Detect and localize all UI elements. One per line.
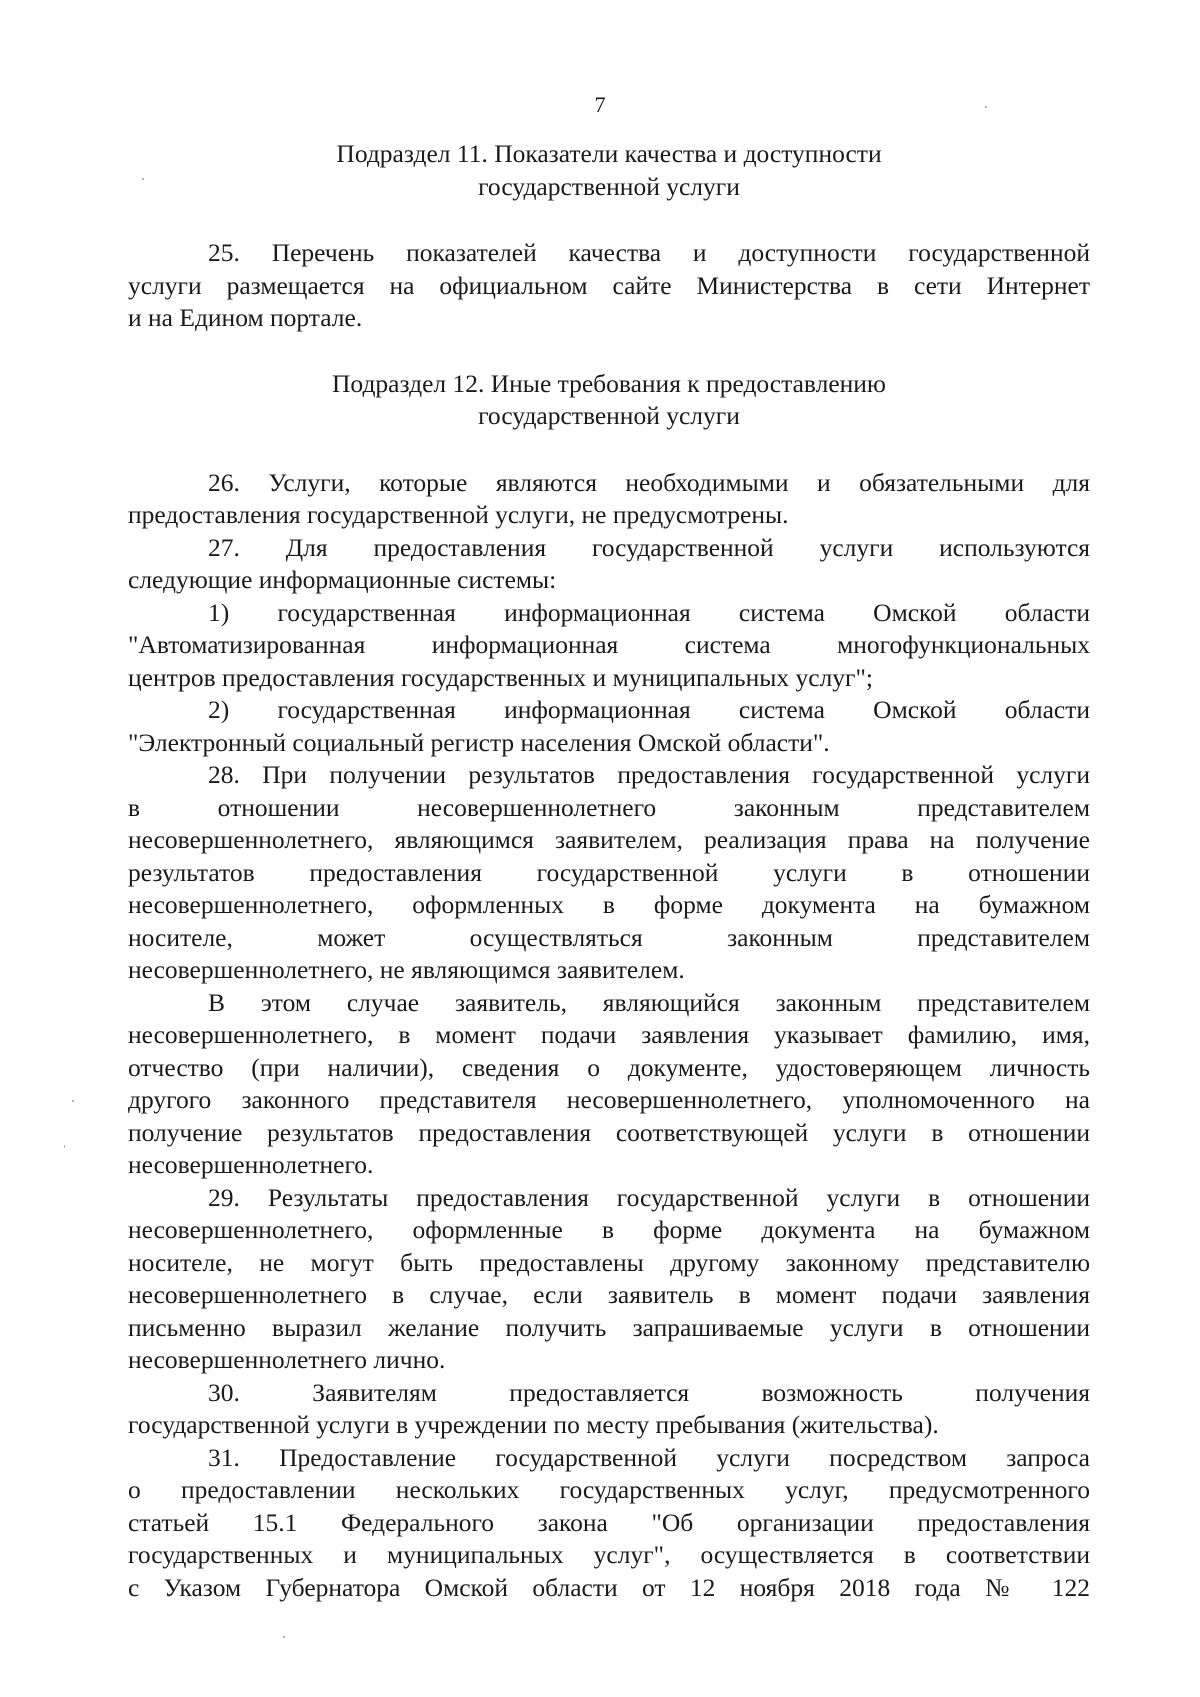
scan-speck: [142, 178, 144, 180]
paragraph-28-continuation-line-1: В этом случае заявитель, являющийся законным представителем: [208, 987, 1090, 1017]
paragraph-27-item-1: [128, 597, 1090, 695]
paragraph-27-item-1-line-3: центров предоставления государственных и муниципальных услуг";: [128, 662, 873, 692]
paragraph-31: [128, 1442, 1090, 1605]
paragraph-28-line-1: 28. При получении результатов предоставления государственной услуги: [208, 760, 1090, 789]
document-body: [128, 138, 1090, 1604]
paragraph-30: [128, 1377, 1090, 1442]
paragraph-28-continuation-line-5: получение результатов предоставления соответствующей услуги в отношении: [128, 1117, 1090, 1147]
paragraph-31-line-3: статьей 15.1 Федерального закона "Об организации предоставления: [128, 1507, 1090, 1537]
scan-speck: [985, 106, 987, 108]
paragraph-29-line-1: 29. Результаты предоставления государственной услуги в отношении: [208, 1182, 1090, 1212]
scan-speck: [283, 1636, 285, 1638]
subsection-12-heading-line-1: Подраздел 12. Иные требования к предоставлению: [332, 368, 886, 398]
paragraph-28-continuation-line-4: другого законного представителя несовершеннолетнего, уполномоченного на: [128, 1085, 1090, 1114]
paragraph-31-line-2: о предоставлении нескольких государственных услуг, предусмотренного: [128, 1475, 1090, 1504]
scan-speck: [72, 1100, 74, 1102]
paragraph-27-line-2: следующие информационные системы:: [128, 565, 557, 594]
subsection-11-heading-line-2: государственной услуги: [478, 171, 740, 201]
paragraph-28-line-2: в отношении несовершеннолетнего законным представителем: [128, 792, 1090, 822]
subsection-12-heading-line-2: государственной услуги: [478, 401, 740, 430]
paragraph-28-line-6: носителе, может осуществляться законным представителем: [128, 922, 1090, 952]
paragraph-25-line-2: услуги размещается на официальном сайте Министерства в сети Интернет: [128, 270, 1090, 300]
subsection-11-heading: [128, 138, 1090, 203]
paragraph-27-item-2-line-2: "Электронный социальный регистр населения Омской области".: [128, 727, 830, 757]
paragraph-26-line-1: 26. Услуги, которые являются необходимыми и обязательными для: [208, 467, 1090, 497]
paragraph-28: [128, 759, 1090, 987]
subsection-12-heading: [128, 368, 1090, 433]
paragraph-31-line-1: 31. Предоставление государственной услуги посредством запроса: [208, 1442, 1090, 1472]
paragraph-28-line-7: несовершеннолетнего, не являющимся заявителем.: [128, 955, 685, 984]
paragraph-30-line-1: 30. Заявителям предоставляется возможность получения: [208, 1377, 1090, 1407]
paragraph-28-continuation-line-6: несовершеннолетнего.: [128, 1150, 374, 1179]
paragraph-27: [128, 532, 1090, 597]
paragraph-28-continuation-line-2: несовершеннолетнего, в момент подачи заявления указывает фамилию, имя,: [128, 1020, 1090, 1049]
paragraph-29-line-2: несовершеннолетнего, оформленные в форме документа на бумажном: [128, 1215, 1090, 1244]
paragraph-29-line-6: несовершеннолетнего лично.: [128, 1345, 446, 1374]
paragraph-30-line-2: государственной услуги в учреждении по месту пребывания (жительства).: [128, 1410, 939, 1439]
paragraph-27-item-2-line-1: 2) государственная информационная система Омской области: [208, 695, 1090, 724]
paragraph-29-line-4: несовершеннолетнего в случае, если заявитель в момент подачи заявления: [128, 1280, 1090, 1309]
subsection-11-heading-line-1: Подраздел 11. Показатели качества и доступности: [336, 139, 882, 168]
paragraph-28-line-4: результатов предоставления государственной услуги в отношении: [128, 857, 1090, 887]
paragraph-29: [128, 1182, 1090, 1377]
paragraph-29-line-3: носителе, не могут быть предоставлены другому законному представителю: [128, 1247, 1090, 1277]
page-number: 7: [594, 92, 606, 117]
paragraph-31-line-5: с Указом Губернатора Омской области от 12 ноября 2018 года № 122: [128, 1572, 1090, 1602]
paragraph-28-line-5: несовершеннолетнего, оформленных в форме документа на бумажном: [128, 890, 1090, 919]
paragraph-28-continuation-line-3: отчество (при наличии), сведения о документе, удостоверяющем личность: [128, 1052, 1090, 1082]
paragraph-25-line-3: и на Едином портале.: [128, 303, 363, 332]
scan-speck: [64, 1145, 65, 1148]
paragraph-29-line-5: письменно выразил желание получить запрашиваемые услуги в отношении: [128, 1312, 1090, 1342]
paragraph-27-item-2: [128, 694, 1090, 759]
paragraph-26-line-2: предоставления государственной услуги, не предусмотрены.: [128, 500, 789, 529]
paragraph-27-item-1-line-2: "Автоматизированная информационная система многофункциональных: [128, 630, 1090, 659]
paragraph-25: [128, 237, 1090, 335]
paragraph-27-item-1-line-1: 1) государственная информационная система Омской области: [208, 597, 1090, 627]
paragraph-28-line-3: несовершеннолетнего, являющимся заявителем, реализация права на получение: [128, 825, 1090, 854]
paragraph-28-continuation: [128, 987, 1090, 1182]
paragraph-27-line-1: 27. Для предоставления государственной услуги используются: [208, 532, 1090, 562]
paragraph-25-line-1: 25. Перечень показателей качества и доступности государственной: [208, 238, 1090, 267]
paragraph-26: [128, 467, 1090, 532]
paragraph-31-line-4: государственных и муниципальных услуг", осуществляется в соответствии: [128, 1540, 1090, 1569]
